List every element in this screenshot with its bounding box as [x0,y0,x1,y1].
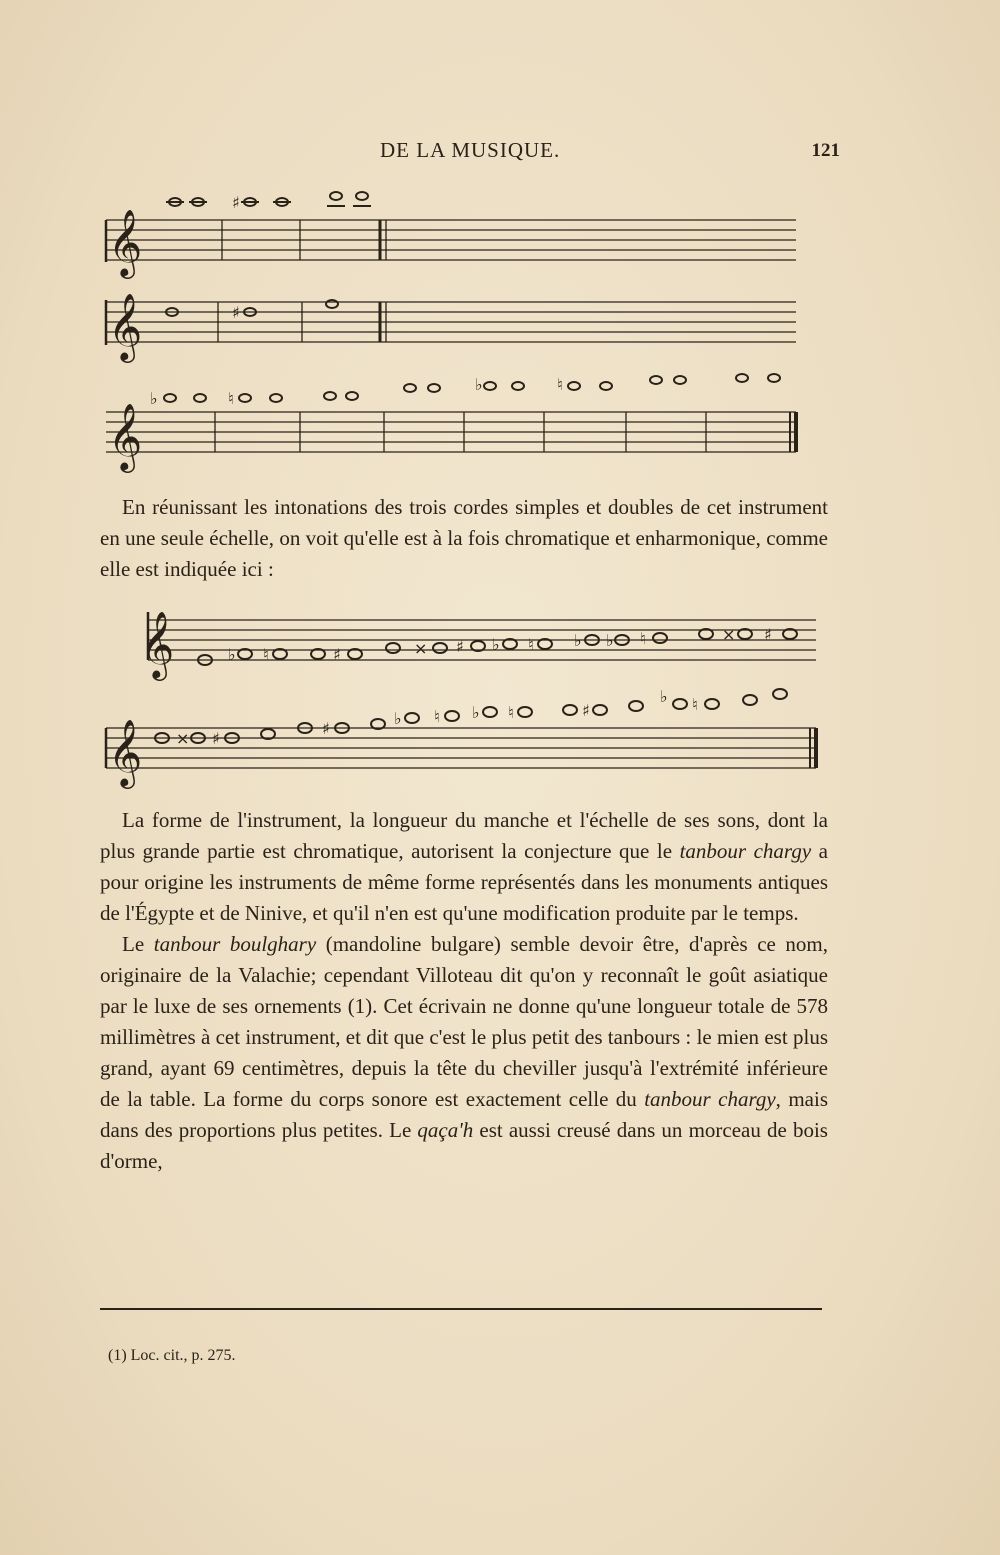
treble-clef-icon: 𝄞 [108,402,143,470]
cross-icon: × [414,639,428,658]
paragraph-3-term: tanbour chargy [644,1087,776,1111]
flat-icon: ♭ [394,709,402,728]
sharp-icon: ♯ [333,645,341,664]
natural-icon: ♮ [263,645,269,664]
paragraph-3-text: , mais dans des proportions plus petites. Le [100,1087,828,1142]
cross-icon: × [722,625,736,644]
music-staff-system-1 [106,220,796,262]
paragraph-3-term: tanbour boulghary [153,932,317,956]
paragraph-3-text: est aussi creusé dans un morceau de bois d'orme, [100,1118,828,1173]
natural-icon: ♮ [434,707,440,726]
flat-icon: ♭ [660,687,668,706]
flat-icon: ♭ [228,645,236,664]
sharp-icon: ♯ [322,719,330,738]
paragraph-3-text: Le [122,932,154,956]
music-staff-system-2 [106,300,796,345]
page-number: 121 [811,140,840,161]
sharp-icon: ♯ [232,193,240,212]
natural-icon: ♮ [528,635,534,654]
flat-icon: ♭ [574,631,582,650]
accidentals [150,193,772,748]
flat-icon: ♭ [492,635,500,654]
paragraph-2-term: tanbour chargy [679,839,812,863]
cross-icon: × [176,729,190,748]
natural-icon: ♮ [692,695,698,714]
flat-icon: ♭ [606,631,614,650]
natural-icon: ♮ [228,389,234,408]
treble-clef-icon: 𝄞 [140,610,175,678]
sharp-icon: ♯ [456,637,464,656]
paragraph-2-text: La forme de l'instrument, la longueur du manche et l'échelle de ses sons, dont la plus grande partie est chromatique, autorisent la conjecture que le [100,808,828,863]
treble-clef-icon: 𝄞 [108,718,143,786]
running-title: DE LA MUSIQUE. [380,138,561,162]
music-staff-system-4 [148,612,816,660]
flat-icon: ♭ [150,389,158,408]
treble-clef-icon: 𝄞 [108,292,143,360]
paragraph-2-text: a pour origine les instruments de même forme représentés dans les monuments antiques de l'Égypte et de Ninive, et qu'il n'en est qu'une modification produite par le temps. [100,839,828,925]
flat-icon: ♭ [475,375,483,394]
natural-icon: ♮ [508,703,514,722]
sharp-icon: ♯ [582,701,590,720]
paragraph-1-text: En réunissant les intonations des trois cordes simples et doubles de cet instrument en une seule échelle, on voit qu'elle est à la fois chromatique et enharmonique, comme elle est indiquée ici : [100,495,828,581]
natural-icon: ♮ [640,629,646,648]
text-body [100,805,828,1177]
flat-icon: ♭ [472,703,480,722]
music-staff-system-3 [106,412,796,452]
paragraph-2 [100,805,828,929]
sharp-icon: ♯ [764,625,772,644]
paragraph-3-term: qaça'h [417,1118,474,1142]
natural-icon: ♮ [557,375,563,394]
paragraph-1 [100,492,828,585]
treble-clef-icon: 𝄞 [108,208,143,276]
sharp-icon: ♯ [212,729,220,748]
footnote: (1) Loc. cit., p. 275. [108,1347,236,1364]
sharp-icon: ♯ [232,303,240,322]
paragraph-3-text: (mandoline bulgare) semble devoir être, d'après ce nom, originaire de la Valachie; cependant Villoteau dit qu'on y reconnaît le goût asiatique par le luxe de ses ornements (1). Cet écrivain ne donne qu'une longueur totale de 578 millimètres à cet instrument, et dit que c'est le plus petit des tanbours : le mien est plus grand, ayant 69 centimètres, depuis la tête du cheviller jusqu'à l'extrémité inférieure de la table. La forme du corps sonore est exactement celle du [100,932,828,1111]
paragraph-3 [100,929,828,1177]
footnote-divider [100,1308,822,1310]
